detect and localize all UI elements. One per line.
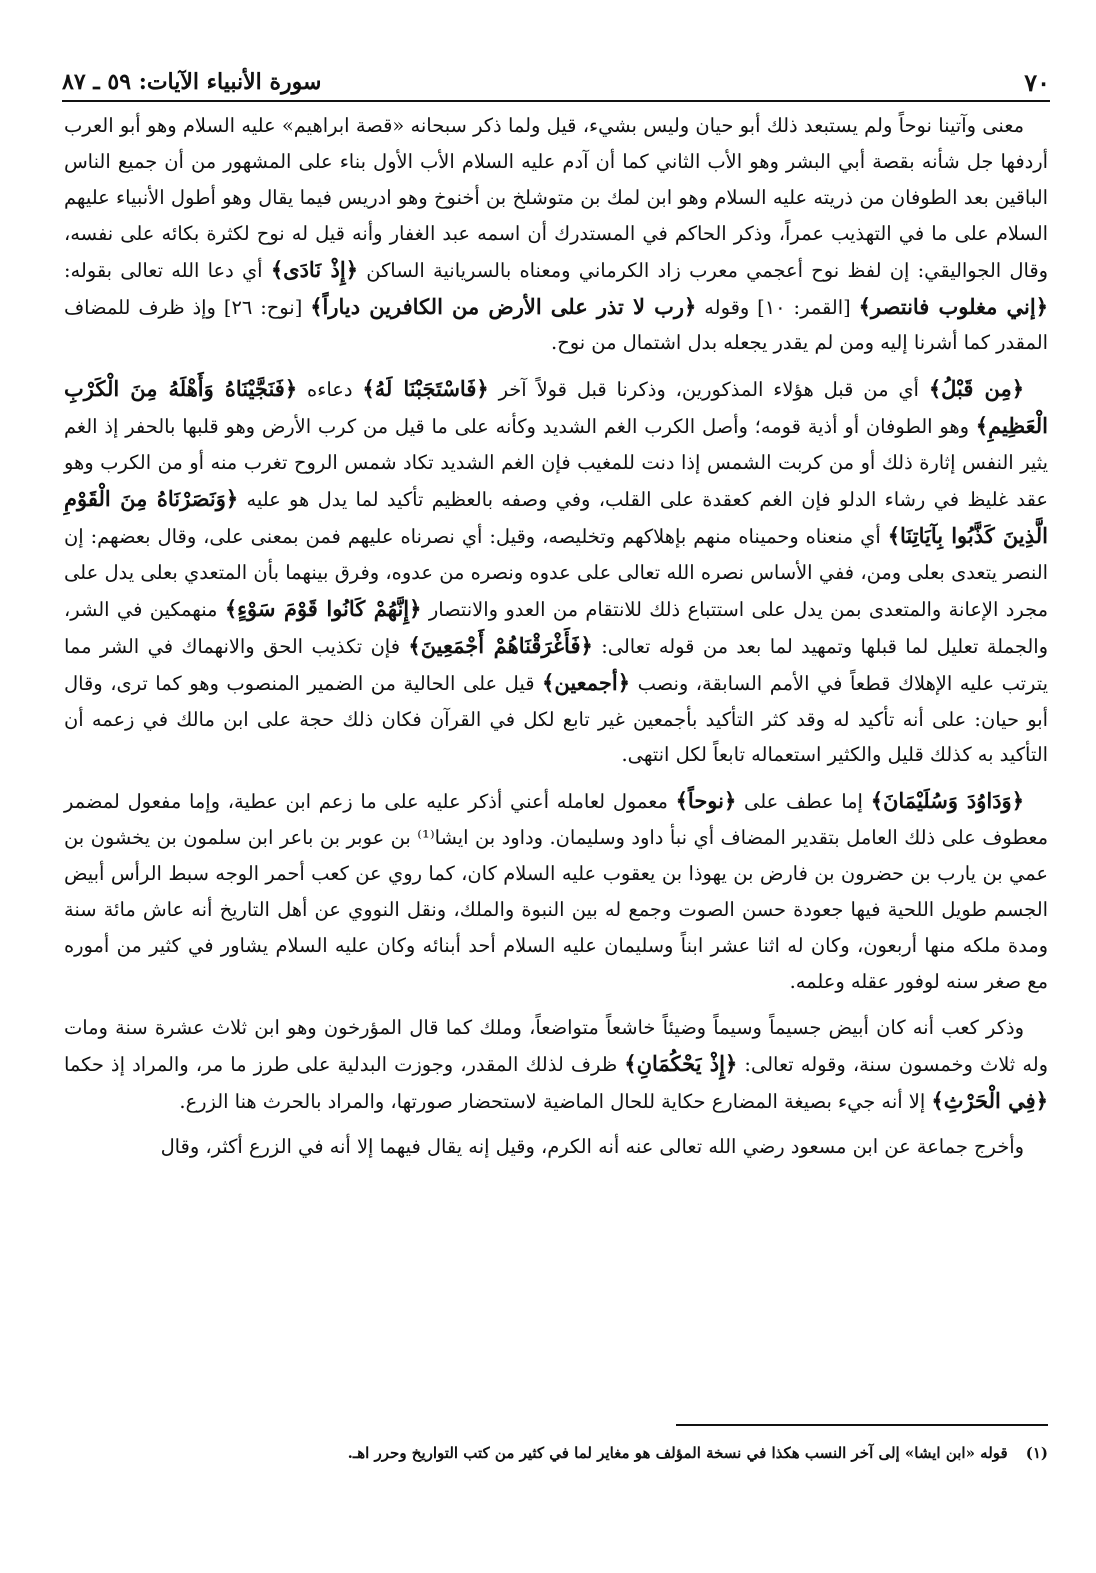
running-title: سورة الأنبياء الآيات: ٥٩ ـ ٨٧ bbox=[62, 69, 322, 95]
quran-quote: ﴿إِذْ نَادَى﴾ bbox=[270, 256, 359, 282]
quran-quote: ﴿إِذْ يَحْكُمَانِ﴾ bbox=[624, 1050, 738, 1076]
quran-quote: ﴿فِي الْحَرْثِ﴾ bbox=[931, 1087, 1048, 1113]
paragraph bbox=[64, 371, 1048, 773]
paragraph bbox=[64, 1129, 1048, 1165]
commentary-text: ظرف لذلك المقدر، وجوزت البدلية على طرز ما مر، والمراد إذ حكما bbox=[64, 1052, 625, 1076]
commentary-text: معمول لعامله أعني أذكر عليه على ما زعم ابن عطية، وإما مفعول لمضمر معطوف على ذلك العامل بتقدير المضاف أي نبأ داود وسليمان. وداود بن ايشا⁽¹⁾ بن عوبر بن باعر ابن سلمون بن يخشون بن عمي بن يارب بن حضرون بن فارض بن يهوذا بن يعقوب عليه السلام كان، كما روي عن كعب أحمر الوجه سبط الرأس أبيض الجسم طويل اللحية فيها جعودة حسن الصوت وجمع له بين النبوة والملك، ونقل النووي عن أهل التاريخ أنه عاش مائة سنة ومدة ملكه منها أربعون، وكان له اثنا عشر ابناً وسليمان عليه السلام أحد أبنائه وكان عليه السلام يشاور في كثير من أموره مع صغر سنه لوفور عقله وعلمه. bbox=[64, 790, 1048, 993]
commentary-text: قيل على الحالية من الضمير المنصوب وهو كما ترى، وقال أبو حيان: على أنه تأكيد له وقد كثر التأكيد بأجمعين غير تابع لكل في القرآن فكان ذلك حجة على ابن مالك في زعمه أن التأكيد به كذلك قليل والكثير استعماله تابعاً لكل انتهى. bbox=[64, 671, 1048, 767]
commentary-text: فإن تكذيب الحق والانهماك في الشر مما يترتب عليه الإهلاك قطعاً في الأمم السابقة، ونصب bbox=[64, 634, 1048, 695]
quran-quote: ﴿إِنَّهُمْ كَانُوا قَوْمَ سَوْءٍ﴾ bbox=[224, 595, 422, 621]
quran-quote: ﴿وَدَاوُدَ وَسُلَيْمَانَ﴾ bbox=[870, 788, 1024, 814]
commentary-text: إلا أنه جيء بصيغة المضارع حكاية للحال الماضية لاستحضار صورتها، والمراد بالحرث هنا الزرع. bbox=[179, 1089, 932, 1113]
page-header bbox=[62, 62, 1050, 102]
footnote-marker: (١) bbox=[1025, 1444, 1048, 1462]
header-rule bbox=[62, 100, 1050, 102]
commentary-text: وذكر كعب أنه كان أبيض جسيماً وسيماً وضيئاً خاشعاً متواضعاً، وملك كما قال المؤرخون وهو ابن ثلاث عشرة سنة ومات وله ثلاث وخمسون سنة، وقوله تعالى: bbox=[64, 1015, 1048, 1076]
footnote-rule bbox=[676, 1424, 1048, 1426]
commentary-text: وهو الطوفان أو أذية قومه؛ وأصل الكرب الغم الشديد وكأنه على ما قيل من كرب الأرض وهو قلبها بالحفر إذ الغم يثير النفس إثارة ذلك أو من كربت الشمس إذا دنت للمغيب فإن الغم الشديد تكاد شمس الروح تغرب منه أو من الكرب وهو عقد غليظ في رشاء الدلو فإن الغم كعقدة على القلب، وفي وصفه بالعظيم تأكيد لما يدل هو عليه bbox=[64, 415, 1048, 512]
quran-quote: ﴿إني مغلوب فانتصر﴾ bbox=[858, 293, 1048, 319]
footnote bbox=[64, 1441, 1048, 1465]
quran-quote: ﴿فَنَجَّيْنَاهُ وَأَهْلَهُ مِنَ الْكَرْبِ الْعَظِيمِ﴾ bbox=[64, 376, 1048, 439]
commentary-text: أي منعناه وحميناه منهم بإهلاكهم وتخليصه، وقيل: أي نصرناه عليهم فمن بمعنى على، وقال بعضهم: إن النصر يتعدى بعلى ومن، ففي الأساس نصره الله تعالى على عدوه ونصره من عدوه، وفرق بينهما بأن المتعدي بعلى يدل على مجرد الإعانة والمتعدى بمن يدل على استتباع ذلك للانتقام من العدو والانتصار bbox=[64, 524, 1048, 621]
commentary-text: وأخرج جماعة عن ابن مسعود رضي الله تعالى عنه أنه الكرم، وقيل إنه يقال فيهما إلا أنه في الزرع أكثر، وقال bbox=[160, 1135, 1024, 1159]
quran-quote: ﴿فَأَغْرَقْنَاهُمْ أَجْمَعِينَ﴾ bbox=[408, 632, 593, 658]
page-number: ٧٠ bbox=[1024, 67, 1050, 97]
commentary-text: [نوح: ٢٦] وإذ ظرف للمضاف المقدر كما أشرنا إليه ومن لم يقدر يجعله بدل اشتمال من نوح. bbox=[64, 295, 1048, 355]
commentary-text: معنى وآتينا نوحاً ولم يستبعد ذلك أبو حيان وليس بشيء، قيل ولما ذكر سبحانه «قصة ابراهيم» عليه السلام وهو أبو العرب أردفها جل شأنه بقصة أبي البشر وهو الأب الثاني كما أن آدم عليه السلام الأب الأول بناء على المشهور من أن جميع الناس الباقين بعد الطوفان من ذريته عليه السلام وهو ابن لمك بن متوشلخ بن أخنوخ وهو ادريس فيما يقال وهو أطول الأنبياء عليهم السلام على ما في التهذيب عمراً، وذكر الحاكم في المستدرك أن اسمه عبد الغفار وأنه قيل له نوح لكثرة بكائه على نفسه، وقال الجواليقي: إن لفظ نوح أعجمي معرب زاد الكرماني ومعناه بالسريانية الساكن bbox=[64, 114, 1048, 282]
commentary-text: إما عطف على bbox=[736, 790, 871, 814]
paragraph bbox=[64, 783, 1048, 999]
body-text bbox=[64, 108, 1048, 1175]
commentary-text: منهمكين في الشر، والجملة تعليل لما قبلها وتمهيد لما بعد من قوله تعالى: bbox=[64, 597, 1048, 658]
commentary-text: أي دعا الله تعالى بقوله: bbox=[64, 258, 271, 282]
paragraph bbox=[64, 1010, 1048, 1120]
footnote-text: قوله «ابن ايشا» إلى آخر النسب هكذا في نسخة المؤلف هو مغاير لما في كثير من كتب التواريخ وحرر اهـ. bbox=[347, 1444, 1008, 1462]
quran-quote: ﴿رب لا تذر على الأرض من الكافرين دياراً﴾ bbox=[310, 293, 697, 319]
commentary-text: [القمر: ١٠] وقوله bbox=[696, 295, 859, 319]
quran-quote: ﴿نوحاً﴾ bbox=[675, 788, 737, 814]
quran-quote: ﴿فَاسْتَجَبْنَا لَهُ﴾ bbox=[362, 376, 489, 402]
quran-quote: ﴿مِن قَبْلُ﴾ bbox=[928, 376, 1025, 402]
commentary-text: أي من قبل هؤلاء المذكورين، وذكرنا قبل قولاً آخر bbox=[488, 378, 929, 402]
paragraph bbox=[64, 108, 1048, 361]
commentary-text: دعاءه bbox=[297, 378, 363, 402]
quran-quote: ﴿وَنَصَرْنَاهُ مِنَ الْقَوْمِ الَّذِينَ كَذَّبُوا بِآيَاتِنَا﴾ bbox=[64, 486, 1048, 548]
quran-quote: ﴿أجمعين﴾ bbox=[542, 669, 631, 695]
